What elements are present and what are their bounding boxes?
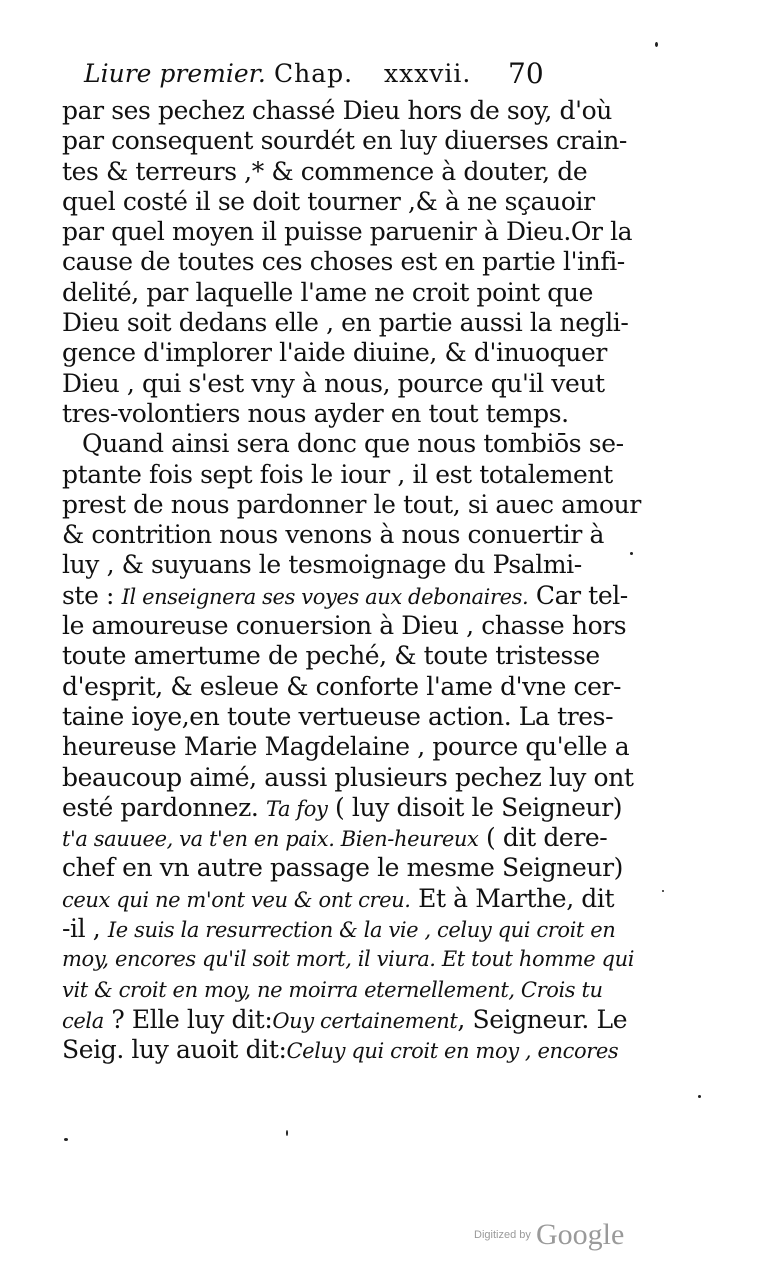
text-run: , Seigneur. xyxy=(457,1004,589,1034)
text-run: Car tel- xyxy=(528,580,628,610)
text-line: tres-volontiers nous ayder en tout temps. xyxy=(62,398,569,428)
text-run: -il , xyxy=(62,914,108,944)
text-line: taine ioye,en toute vertueuse action. La tres- xyxy=(62,701,614,731)
text-run: Seig. luy auoit dit: xyxy=(62,1035,287,1065)
scan-speck xyxy=(64,1138,68,1141)
text-line: chef en vn autre passage le mesme Seigneur) xyxy=(62,853,624,883)
text-line: ptante fois sept fois le iour , il est totalement xyxy=(62,459,613,489)
text-line: par ses pechez chassé Dieu hors de soy, d'où xyxy=(62,96,612,125)
google-logo: Google xyxy=(535,1218,625,1251)
text-line xyxy=(62,792,623,823)
text-line: cause de toutes ces choses est en partie l'infi- xyxy=(62,247,625,277)
text-line: heureuse Marie Magdelaine , pource qu'elle a xyxy=(62,732,630,762)
text-line: & contrition nous venons à nous conuertir à xyxy=(62,520,604,550)
paragraph-1 xyxy=(62,96,633,429)
text-run: Et à Marthe, dit xyxy=(410,883,615,913)
text-line: le amoureuse conuersion à Dieu , chasse hors xyxy=(62,611,627,641)
text-line: moy, encores qu'il soit mort, il viura. Et tout homme qui xyxy=(62,947,635,972)
text-line: quel costé il se doit tourner ,& à ne sçauoir xyxy=(62,186,595,216)
text-line xyxy=(62,1004,628,1035)
text-line: delité, par laquelle l'ame ne croit point que xyxy=(62,277,593,307)
running-header xyxy=(62,52,550,96)
scan-speck xyxy=(662,890,664,892)
chapter-label: Chap. xyxy=(274,59,354,88)
text-line: beaucoup aimé, aussi plusieurs pechez luy ont xyxy=(62,762,634,792)
text-line: prest de nous pardonner le tout, si auec amour xyxy=(62,489,641,519)
text-run: esté pardonnez. xyxy=(62,792,266,822)
text-line: tes & terreurs ,* & commence à douter, de xyxy=(62,156,588,186)
text-line: gence d'implorer l'aide diuine, & d'inuoquer xyxy=(62,338,607,368)
scripture-quote: t'a sauuee, va t'en en paix. xyxy=(62,827,335,852)
scripture-quote: Celuy qui croit en moy , encores xyxy=(286,1039,619,1064)
text-line: luy , & suyuans le tesmoignage du Psalmi- xyxy=(62,550,582,580)
book-page-text xyxy=(62,52,641,1066)
page-number: 70 xyxy=(508,57,544,90)
text-line: vit & croit en moy, ne moirra eternellement, Crois tu xyxy=(62,977,603,1002)
scan-speck xyxy=(698,1095,701,1098)
text-line: par consequent sourdét en luy diuerses crain- xyxy=(62,126,627,156)
text-run: ? Elle luy dit: xyxy=(103,1004,273,1034)
text-run: ( dit dere- xyxy=(478,823,608,853)
chapter-number: xxxvii. xyxy=(384,59,472,88)
scripture-quote: Bien-heureux xyxy=(334,827,479,852)
text-line xyxy=(62,580,628,611)
text-line: toute amertume de peché, & toute tristesse xyxy=(62,641,600,671)
paragraph-2 xyxy=(62,429,641,1065)
text-line xyxy=(62,883,615,914)
scripture-quote: ceux qui ne m'ont veu & ont creu. xyxy=(62,887,411,912)
scripture-quote: Il enseignera ses voyes aux debonaires. xyxy=(121,584,529,609)
text-line xyxy=(62,914,616,944)
digitized-by-label: Digitized by xyxy=(474,1229,531,1241)
scan-speck xyxy=(286,1130,288,1136)
digitized-by-google-watermark xyxy=(474,1218,624,1252)
scan-speck xyxy=(630,552,633,555)
text-line xyxy=(62,823,608,853)
scripture-quote: cela xyxy=(62,1008,104,1033)
running-title: Liure premier. xyxy=(84,59,266,88)
text-line: d'esprit, & esleue & conforte l'ame d'vne cer- xyxy=(62,671,622,701)
scripture-quote: Ie suis la resurrection & la vie , celuy qui croit en xyxy=(107,918,616,943)
text-line: Dieu soit dedans elle , en partie aussi la negli- xyxy=(62,308,629,338)
text-run: Le xyxy=(588,1004,628,1034)
text-line xyxy=(62,1035,619,1065)
text-line: Dieu , qui s'est vny à nous, pource qu'il veut xyxy=(62,368,605,398)
text-line: Quand ainsi sera donc que nous tombiōs se- xyxy=(82,429,624,459)
text-run: ste : xyxy=(62,580,122,610)
text-run: ( luy disoit le Seigneur) xyxy=(327,792,623,822)
scan-speck xyxy=(655,42,658,47)
scripture-quote: Ta foy xyxy=(266,796,328,821)
text-line: par quel moyen il puisse paruenir à Dieu.Or la xyxy=(62,217,633,247)
scripture-quote: Ouy certainement xyxy=(272,1008,458,1033)
